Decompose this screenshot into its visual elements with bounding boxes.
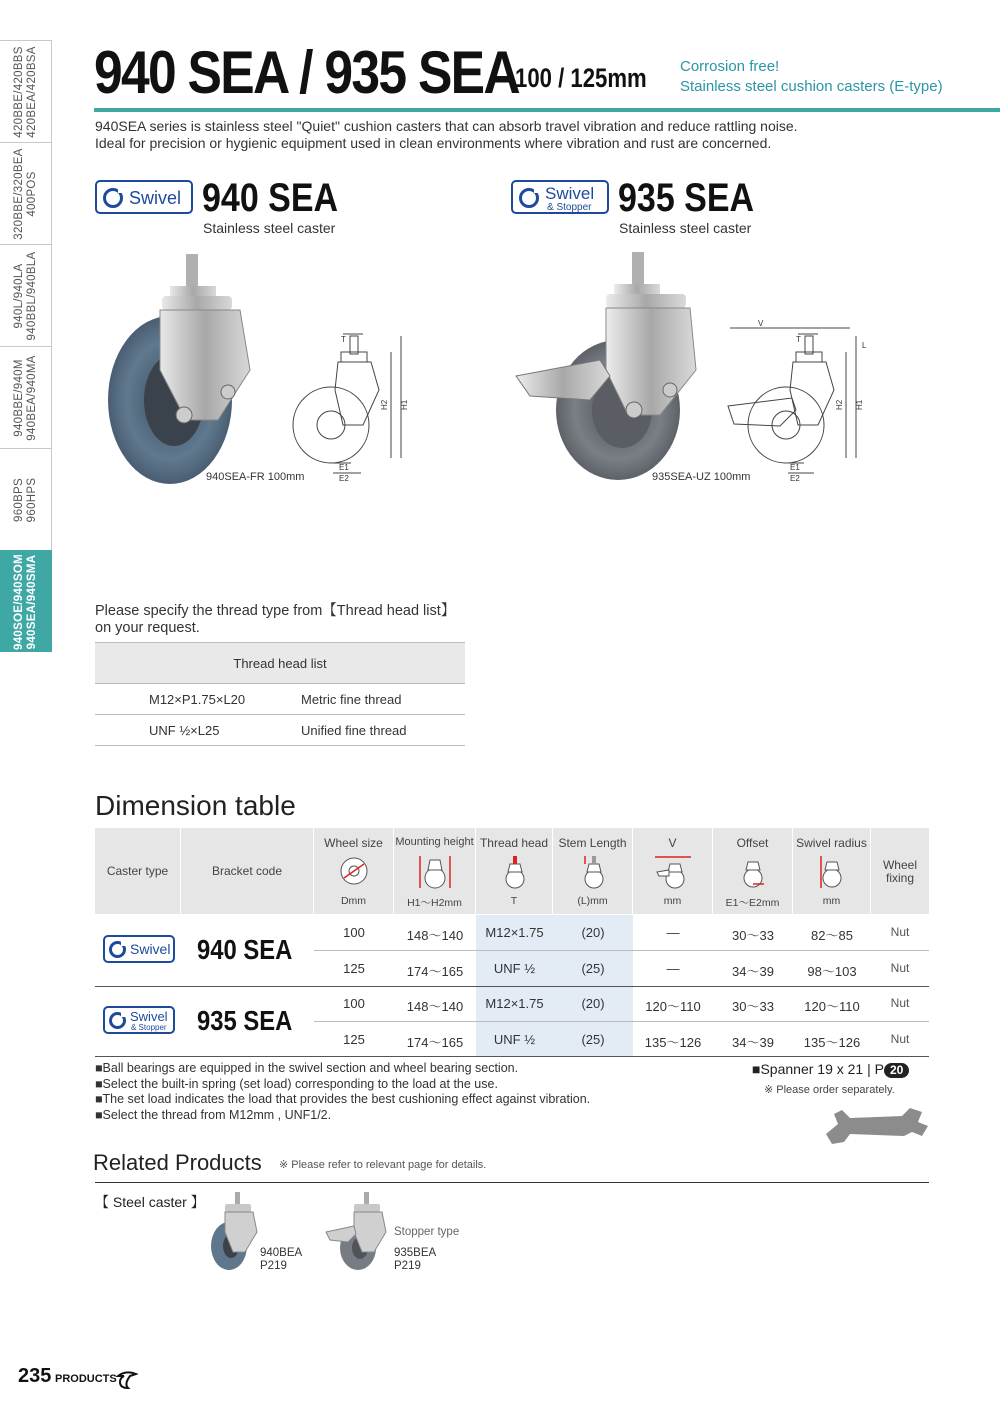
table-row bbox=[95, 684, 465, 715]
header-caster-type: Caster type bbox=[95, 828, 181, 914]
header-swivel-radius: Swivel radius mm bbox=[793, 828, 871, 914]
thread-type: Unified fine thread bbox=[300, 715, 465, 746]
cell-offset: 34～39 bbox=[732, 1035, 774, 1050]
sidebar-tab-420[interactable] bbox=[0, 40, 52, 142]
dimension-table-header bbox=[95, 828, 929, 914]
cell-wheel-size: 100 bbox=[343, 925, 365, 940]
related-title: Related Products bbox=[93, 1150, 262, 1175]
page-number: 235 bbox=[18, 1365, 52, 1387]
row-divider bbox=[314, 950, 929, 951]
cell-wheel-fixing: Nut bbox=[890, 925, 910, 939]
header-bracket-code: Bracket code bbox=[181, 828, 314, 914]
related-category: 【 Steel caster 】 bbox=[95, 1194, 205, 1210]
tagline: Corrosion free! Stainless steel cushion casters (E-type) bbox=[680, 58, 943, 95]
intro-text: 940SEA series is stainless steel "Quiet" cushion casters that can absorb travel vibration and reduce rattling noise. Ideal for precision or hygienic equipment used in clean environments where vibration and rust are concerned. bbox=[95, 118, 798, 151]
cell-thread-head: M12×1.75 bbox=[485, 996, 544, 1011]
sidebar-tab-label: 320BBE/320BEA 400POS bbox=[12, 147, 38, 240]
cell-wheel-fixing: Nut bbox=[890, 996, 910, 1010]
cell-offset: 30～33 bbox=[732, 928, 774, 943]
wheel-size-icon bbox=[339, 856, 369, 886]
cell-mounting-height: 174～165 bbox=[406, 1035, 464, 1050]
spanner-icon bbox=[822, 1104, 932, 1146]
dim-label-v: V bbox=[758, 319, 764, 328]
related-item: 935BEA P219 bbox=[394, 1247, 437, 1272]
thread-type: Metric fine thread bbox=[300, 684, 465, 715]
dim-label-e1: E1 bbox=[339, 463, 349, 472]
swivel-badge: Swivel bbox=[103, 935, 175, 963]
header-wheel-size: Wheel size Dmm bbox=[314, 828, 394, 914]
header-rule bbox=[94, 108, 1000, 112]
thread-head-icon bbox=[498, 854, 532, 890]
thread-spec: M12×P1.75×L20 bbox=[95, 684, 300, 715]
related-photo-935bea[interactable] bbox=[324, 1192, 390, 1272]
cell-offset: 34～39 bbox=[732, 964, 774, 979]
bracket-code-940: 940 SEA bbox=[197, 934, 293, 965]
cell-mounting-height: 148～140 bbox=[406, 928, 464, 943]
dim-label-e1: E1 bbox=[790, 463, 800, 472]
cell-stem-length: (20) bbox=[581, 996, 605, 1011]
sidebar-tab-320[interactable] bbox=[0, 142, 52, 244]
page-title: 940 SEA / 935 SEA bbox=[94, 39, 519, 106]
swivel-badge: Swivel bbox=[95, 180, 193, 214]
cell-stem-length: (25) bbox=[581, 961, 605, 976]
sidebar-tab-label: 960BPS 960HPS bbox=[12, 477, 38, 522]
sidebar-tab-label: 940BBE/940M 940BEA/940MA bbox=[12, 354, 38, 441]
offset-icon bbox=[736, 854, 770, 890]
cell-wheel-size: 100 bbox=[343, 996, 365, 1011]
cell-thread-head: UNF ½ bbox=[493, 1032, 536, 1047]
size-range: 100 / 125mm bbox=[515, 63, 647, 93]
bracket-code-935: 935 SEA bbox=[197, 1005, 293, 1036]
dim-label-e2: E2 bbox=[339, 474, 349, 483]
dim-label-h1: H1 bbox=[855, 399, 864, 410]
photo-caption-940: 940SEA-FR 100mm bbox=[206, 471, 305, 483]
sidebar-tab-label: 420BBE/420BBS 420BEA/420BSA bbox=[12, 45, 38, 138]
cell-swivel-radius: 120～110 bbox=[804, 999, 860, 1014]
cell-v: 135～126 bbox=[644, 1035, 702, 1050]
cell-wheel-size: 125 bbox=[343, 961, 365, 976]
cell-v: 120～110 bbox=[645, 999, 701, 1014]
footer-label: PRODUCTS bbox=[55, 1373, 117, 1385]
cell-swivel-radius: 135～126 bbox=[803, 1035, 861, 1050]
model-subtitle-935: Stainless steel caster bbox=[619, 220, 752, 236]
thread-table-header: Thread head list bbox=[95, 643, 465, 684]
cell-thread-head: UNF ½ bbox=[493, 961, 536, 976]
sidebar-tab-940l[interactable] bbox=[0, 244, 52, 346]
order-note: ※ Please order separately. bbox=[764, 1084, 895, 1096]
sidebar-tab-940bbe[interactable] bbox=[0, 346, 52, 448]
cell-v: — bbox=[666, 961, 680, 976]
note-item: ■Ball bearings are equipped in the swivel section and wheel bearing section. bbox=[95, 1061, 519, 1075]
dim-label-l: L bbox=[862, 341, 867, 350]
related-item-label: Stopper type bbox=[394, 1226, 460, 1238]
cell-wheel-size: 125 bbox=[343, 1032, 365, 1047]
cell-mounting-height: 148～140 bbox=[406, 999, 464, 1014]
dim-label-e2: E2 bbox=[790, 474, 800, 483]
note-item: ■The set load indicates the load that provides the best cushioning effect against vibration. bbox=[95, 1092, 591, 1106]
photo-caption-935: 935SEA-UZ 100mm bbox=[652, 471, 751, 483]
dim-label-h2: H2 bbox=[380, 399, 389, 410]
swivel-icon bbox=[519, 188, 539, 208]
swivel-icon bbox=[109, 941, 126, 958]
mounting-height-icon bbox=[416, 854, 454, 890]
v-dimension-icon bbox=[653, 854, 693, 890]
cell-stem-length: (25) bbox=[581, 1032, 605, 1047]
spanner-page-link[interactable]: 20 bbox=[884, 1063, 909, 1078]
model-name-935: 935 SEA bbox=[618, 176, 755, 220]
dim-label-t: T bbox=[796, 335, 801, 344]
cell-v: — bbox=[666, 925, 680, 940]
swivel-icon bbox=[103, 188, 123, 208]
cell-thread-head: M12×1.75 bbox=[485, 925, 544, 940]
row-divider bbox=[314, 1021, 929, 1022]
caster-drawing-935 bbox=[700, 318, 870, 485]
swivel-stopper-badge: Swivel & Stopper bbox=[103, 1006, 175, 1034]
notes-list bbox=[95, 1061, 590, 1123]
cell-wheel-fixing: Nut bbox=[890, 961, 910, 975]
sidebar-tab-label: 940SOE/940SOM 940SEA/940SMA bbox=[12, 553, 38, 650]
header-stem-length: Stem Length (L)mm bbox=[553, 828, 633, 914]
note-item: ■Select the built-in spring (set load) corresponding to the load at the use. bbox=[95, 1076, 498, 1091]
cell-stem-length: (20) bbox=[581, 925, 605, 940]
dim-label-h2: H2 bbox=[835, 399, 844, 410]
spanner-reference: ■Spanner 19 x 21 | P 20 bbox=[752, 1061, 909, 1078]
model-subtitle-940: Stainless steel caster bbox=[203, 220, 336, 236]
cell-wheel-fixing: Nut bbox=[890, 1032, 910, 1046]
header-mounting-height: Mounting height H1～H2mm bbox=[394, 828, 476, 914]
dim-label-h1: H1 bbox=[400, 399, 409, 410]
dim-label-t: T bbox=[341, 335, 346, 344]
swivel-stopper-badge: Swivel & Stopper bbox=[511, 180, 609, 214]
related-item: 940BEA P219 bbox=[260, 1247, 303, 1272]
cell-mounting-height: 174～165 bbox=[406, 964, 464, 979]
cell-swivel-radius: 98～103 bbox=[807, 964, 857, 979]
caster-photo-940 bbox=[100, 250, 260, 490]
related-photo-940bea[interactable] bbox=[207, 1192, 261, 1272]
stem-length-icon bbox=[577, 854, 611, 890]
thread-spec: UNF ½×L25 bbox=[95, 715, 300, 746]
thread-head-table bbox=[95, 642, 465, 746]
caster-drawing-940 bbox=[283, 330, 413, 485]
swivel-icon bbox=[109, 1012, 126, 1029]
cell-offset: 30～33 bbox=[732, 999, 774, 1014]
table-row bbox=[95, 715, 465, 746]
header-wheel-fixing: Wheel fixing bbox=[882, 858, 917, 885]
cell-swivel-radius: 82～85 bbox=[811, 928, 853, 943]
header-thread-head: Thread head T bbox=[476, 828, 553, 914]
note-item: ■Select the thread from M12mm , UNF1/2. bbox=[95, 1107, 332, 1122]
related-rule bbox=[95, 1182, 929, 1183]
caster-photo-935 bbox=[510, 250, 710, 490]
sidebar-tab-label: 940L/940LA 940BBL/940BLA bbox=[12, 251, 38, 340]
sidebar-tab-960[interactable] bbox=[0, 448, 52, 550]
dimension-title: Dimension table bbox=[95, 790, 296, 821]
sidebar-tab-940soe[interactable] bbox=[0, 550, 52, 652]
model-name-940: 940 SEA bbox=[202, 176, 339, 220]
related-note: ※ Please refer to relevant page for details. bbox=[279, 1159, 487, 1171]
table-bottom-rule bbox=[95, 1056, 929, 1057]
header-v: V mm bbox=[633, 828, 713, 914]
group-divider bbox=[95, 986, 929, 987]
header-offset: Offset E1～E2mm bbox=[713, 828, 793, 914]
swivel-radius-icon bbox=[815, 854, 849, 890]
brand-logo-icon bbox=[116, 1370, 138, 1390]
thread-note: Please specify the thread type from【Thread head list】 on your request. bbox=[95, 603, 456, 636]
